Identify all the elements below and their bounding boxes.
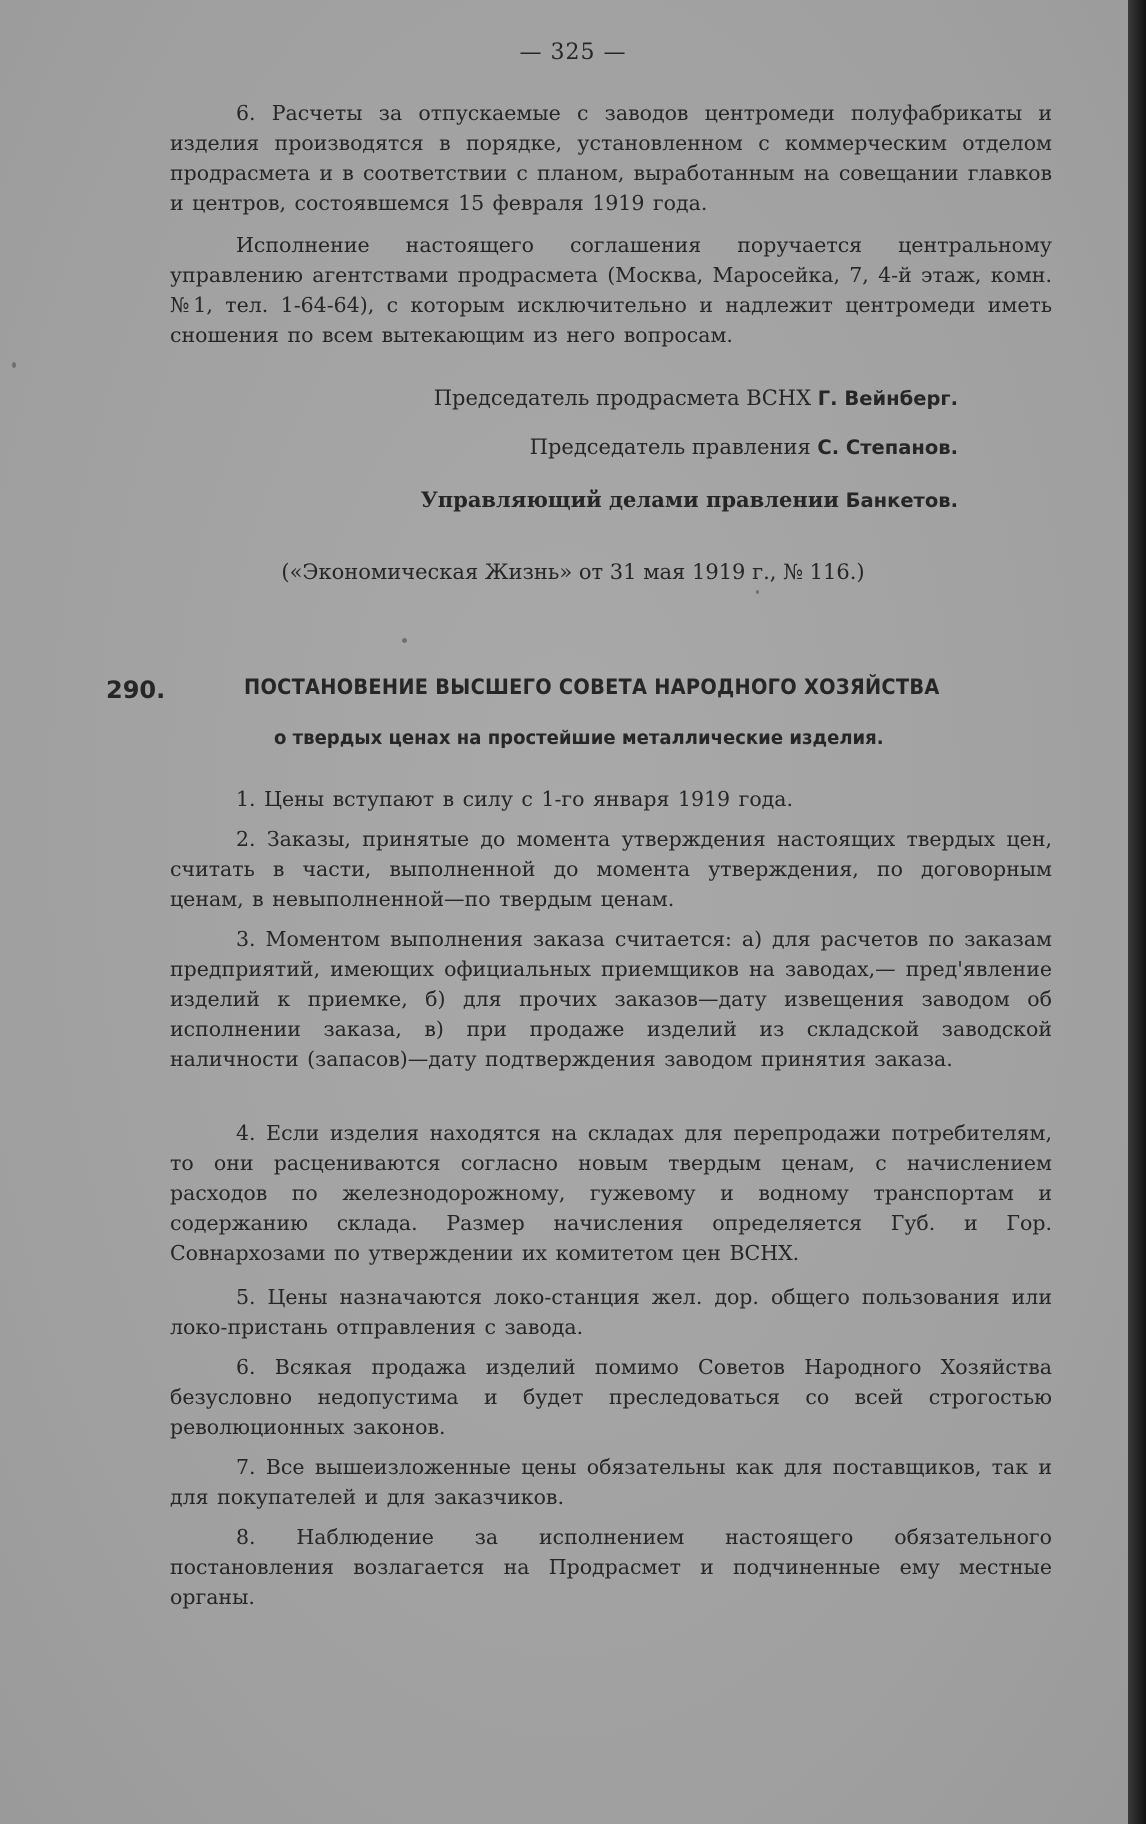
signature-manager xyxy=(421,487,958,512)
document-title: ПОСТАНОВЕНИЕ ВЫСШЕГО СОВЕТА НАРОДНОГО ХОЗЯЙСТВА xyxy=(244,675,940,699)
paper-speck xyxy=(12,362,16,368)
item-3: 3. Моментом выполнения заказа считается: а) для расчетов по заказам предприятий, имеющих официальных приемщиков на заводах,— пред'явление изделий к приемке, б) для прочих заказов—дату извещения заводом об исполнении заказа, в) при продаже изделий из складской заводской наличности (запасов)—дату подтверждения заводом принятия заказа. xyxy=(170,927,1052,1071)
item-4: 4. Если изделия находятся на складах для перепродажи потребителям, то они расцениваются согласно новым твердым ценам, с начислением расходов по железнодорожному, гужевому и водному транспортам и содержанию склада. Размер начисления определяется Губ. и Гор. Совнархозами по утверждении их комитетом цен ВСНХ. xyxy=(170,1121,1052,1265)
item-2: 2. Заказы, принятые до момента утверждения настоящих твердых цен, считать в части, выполненной до момента утверждения, по договорным ценам, в невыполненной—по твердым ценам. xyxy=(170,827,1052,911)
signature-position: Председатель продрасмета ВСНХ xyxy=(433,386,812,410)
signature-position: Председатель правления xyxy=(529,435,811,459)
item-5: 5. Цены назначаются локо-станция жел. дор. общего пользования или локо-пристань отправления с завода. xyxy=(170,1285,1052,1339)
signature-chairman-prodrasmet xyxy=(434,386,958,410)
item-6: 6. Всякая продажа изделий помимо Советов Народного Хозяйства безусловно недопустима и будет преследоваться со всей строгостью революционных законов. xyxy=(170,1355,1052,1439)
signature-name: Г. Вейнберг. xyxy=(817,387,958,410)
paragraph-payments: 6. Расчеты за отпускаемые с заводов центромеди полуфабрикаты и изделия производятся в порядке, установленном с коммерческим отделом продрасмета и в соответствии с планом, выработанным на совещании главков и центров, состоявшемся 15 февраля 1919 года. xyxy=(170,101,1052,215)
document-number: 290. xyxy=(106,676,166,704)
page-number: — 325 — xyxy=(519,40,627,65)
paper-speck xyxy=(402,638,407,643)
item-1: 1. Цены вступают в силу с 1-го января 1919 года. xyxy=(236,787,794,811)
document-subtitle: о твердых ценах на простейшие металлические изделия. xyxy=(274,727,884,749)
signature-position: Управляющий делами правлении xyxy=(420,487,839,512)
item-7: 7. Все вышеизложенные цены обязательны как для поставщиков, так и для покупателей и для заказчиков. xyxy=(170,1455,1052,1509)
scan-edge-shadow xyxy=(1128,0,1146,1824)
signature-name: С. Степанов. xyxy=(817,436,958,459)
item-8: 8. Наблюдение за исполнением настоящего обязательного постановления возлагается на Продрасмет и подчиненные ему местные органы. xyxy=(170,1525,1052,1609)
signature-chairman-board xyxy=(530,435,958,459)
paragraph-execution: Исполнение настоящего соглашения поручается центральному управлению агентствами продрасмета (Москва, Маросейка, 7, 4-й этаж, комн. №1, тел. 1-64-64), с которым исключительно и надлежит центромеди иметь сношения по всем вытекающим из него вопросам. xyxy=(170,233,1052,347)
paper-speck xyxy=(756,590,759,594)
source-citation: («Экономическая Жизнь» от 31 мая 1919 г., № 116.) xyxy=(281,560,865,584)
signature-name: Банкетов. xyxy=(845,489,958,512)
